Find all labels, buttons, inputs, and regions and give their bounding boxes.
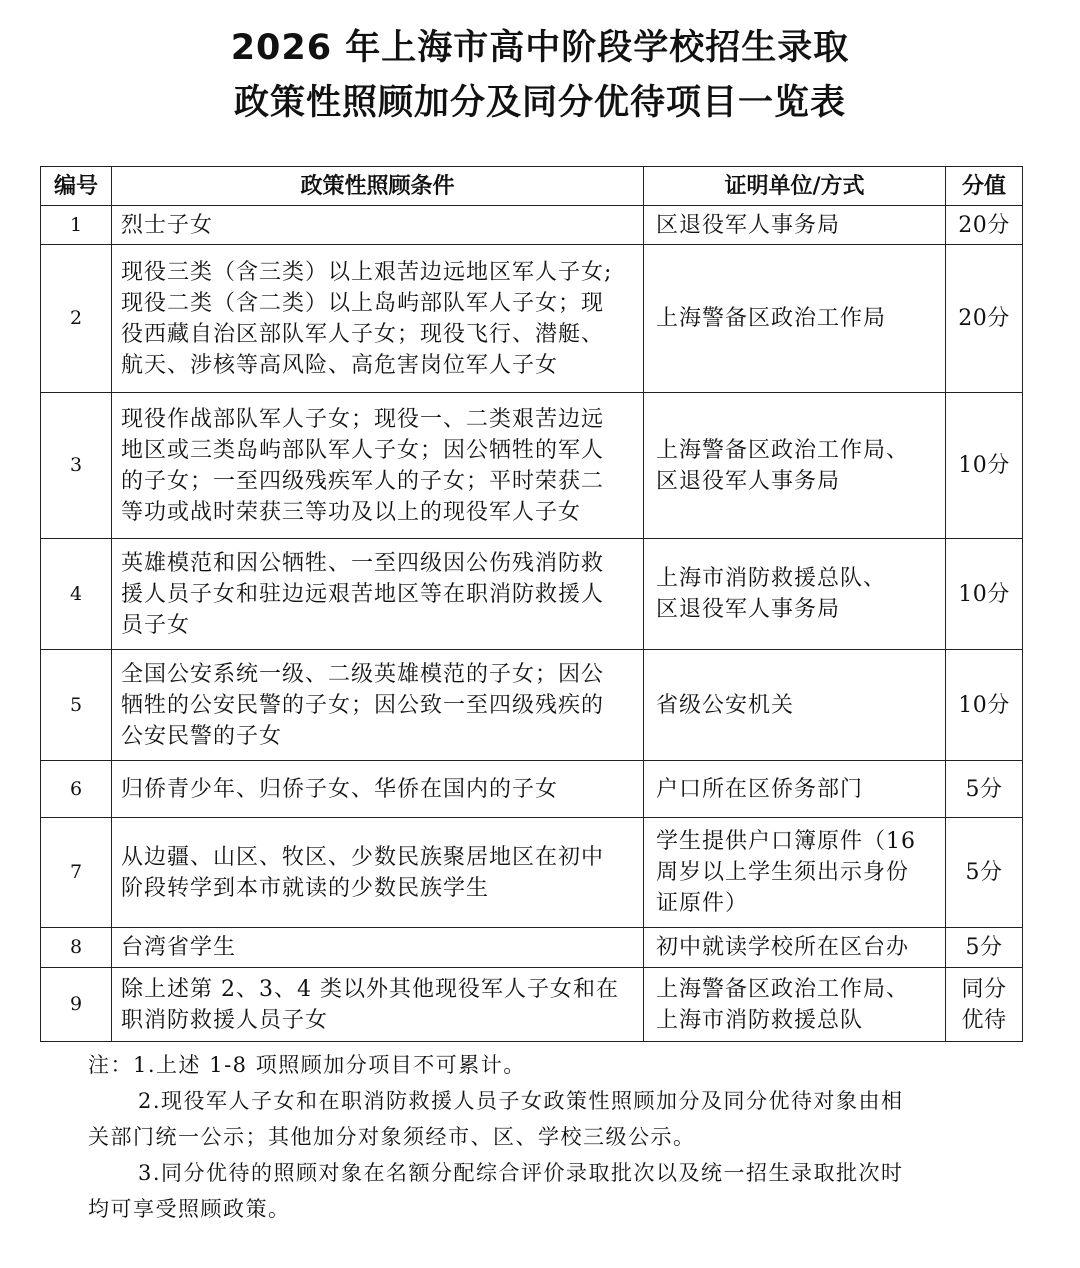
condition-cell-line: 英雄模范和因公牺牲、一至四级因公伤残消防救 [121, 550, 605, 576]
score-cell-line: 10分 [958, 692, 1010, 718]
table-row [41, 928, 1023, 968]
score-cell [946, 206, 1023, 245]
score-cell-line: 优待 [961, 1007, 1007, 1033]
table-row [41, 539, 1023, 650]
row-number: 7 [41, 818, 112, 928]
score-cell [946, 761, 1023, 818]
condition-cell [112, 393, 644, 539]
note-line-2: 2.现役军人子女和在职消防救援人员子女政策性照顾加分及同分优待对象由相 [138, 1089, 904, 1113]
condition-cell-line: 员子女 [121, 612, 191, 638]
row-number: 4 [41, 539, 112, 650]
proof-cell [644, 539, 946, 650]
condition-cell-line: 牺牲的公安民警的子女；因公致一至四级残疾的 [121, 692, 605, 718]
condition-cell-line: 烈士子女 [121, 212, 214, 238]
score-cell-line: 5分 [965, 776, 1003, 802]
proof-cell-line: 上海市消防救援总队、 [656, 566, 887, 591]
score-cell-line: 10分 [958, 581, 1010, 607]
score-cell-line: 10分 [958, 453, 1010, 478]
condition-cell [112, 206, 644, 245]
condition-cell-line: 援人员子女和驻边远艰苦地区等在职消防救援人 [121, 581, 605, 607]
proof-cell-line: 户口所在区侨务部门 [656, 776, 864, 802]
row-number: 3 [41, 393, 112, 539]
condition-cell [112, 650, 644, 761]
policy-table [40, 166, 1023, 1042]
row-number: 5 [41, 650, 112, 761]
row-number: 2 [41, 245, 112, 393]
header-score: 分值 [946, 167, 1023, 206]
header-number: 编号 [41, 167, 112, 206]
document-title-line-2: 政策性照顾加分及同分优待项目一览表 [233, 83, 846, 123]
notes-section [88, 1047, 988, 1227]
proof-cell-line: 区退役军人事务局 [656, 597, 841, 622]
proof-cell-line: 上海市消防救援总队 [656, 1007, 864, 1033]
condition-cell-line: 地区或三类岛屿部队军人子女；因公牺牲的军人 [121, 437, 605, 463]
proof-cell [644, 818, 946, 928]
score-cell-line: 20分 [958, 306, 1010, 331]
table-row [41, 818, 1023, 928]
condition-cell [112, 928, 644, 968]
note-line-1: 注：1.上述 1-8 项照顾加分项目不可累计。 [88, 1053, 526, 1077]
condition-cell-line: 公安民警的子女 [121, 723, 283, 749]
condition-cell [112, 818, 644, 928]
proof-cell-line: 区退役军人事务局 [656, 468, 841, 494]
condition-cell-line: 职消防救援人员子女 [121, 1007, 329, 1033]
note-line-4: 3.同分优待的照顾对象在名额分配综合评价录取批次以及统一招生录取批次时 [138, 1161, 904, 1185]
proof-cell-line: 上海警备区政治工作局 [656, 306, 887, 331]
row-number: 6 [41, 761, 112, 818]
proof-cell-line: 上海警备区政治工作局、 [656, 976, 910, 1002]
proof-cell-line: 证原件） [656, 891, 749, 916]
condition-cell [112, 245, 644, 393]
document-title-line-1: 2026 年上海市高中阶段学校招生录取 [230, 28, 850, 68]
proof-cell-line: 区退役军人事务局 [656, 212, 841, 238]
condition-cell-line: 全国公安系统一级、二级英雄模范的子女；因公 [121, 661, 605, 687]
condition-cell-line: 台湾省学生 [121, 935, 237, 960]
score-cell [946, 650, 1023, 761]
table-row [41, 393, 1023, 539]
condition-cell-line: 阶段转学到本市就读的少数民族学生 [121, 875, 490, 901]
condition-cell-line: 归侨青少年、归侨子女、华侨在国内的子女 [121, 776, 559, 802]
proof-cell [644, 206, 946, 245]
table-row [41, 206, 1023, 245]
proof-cell [644, 650, 946, 761]
condition-cell-line: 除上述第 2、3、4 类以外其他现役军人子女和在 [121, 976, 619, 1002]
condition-cell [112, 539, 644, 650]
row-number: 8 [41, 928, 112, 968]
proof-cell-line: 学生提供户口簿原件（16 [656, 829, 916, 854]
table-row [41, 650, 1023, 761]
table-row [41, 968, 1023, 1042]
condition-cell-line: 现役三类（含三类）以上艰苦边远地区军人子女; [121, 259, 613, 285]
score-cell-line: 20分 [958, 212, 1010, 238]
condition-cell-line: 航天、涉核等高风险、高危害岗位军人子女 [121, 352, 559, 378]
proof-cell-line: 初中就读学校所在区台办 [656, 935, 910, 960]
score-cell [946, 818, 1023, 928]
proof-cell-line: 上海警备区政治工作局、 [656, 437, 910, 463]
score-cell [946, 968, 1023, 1042]
table-row [41, 761, 1023, 818]
condition-cell-line: 从边疆、山区、牧区、少数民族聚居地区在初中 [121, 844, 605, 870]
condition-cell-line: 现役二类（含二类）以上岛屿部队军人子女；现 [121, 290, 605, 316]
header-condition: 政策性照顾条件 [112, 167, 644, 206]
table-row [41, 245, 1023, 393]
table-body [41, 206, 1023, 1042]
score-cell-line: 5分 [965, 935, 1003, 960]
note-line-3: 关部门统一公示；其他加分对象须经市、区、学校三级公示。 [88, 1125, 696, 1149]
proof-cell [644, 245, 946, 393]
condition-cell-line: 役西藏自治区部队军人子女；现役飞行、潜艇、 [121, 321, 605, 347]
score-cell [946, 245, 1023, 393]
score-cell-line: 同分 [961, 976, 1007, 1002]
note-line-5: 均可享受照顾政策。 [88, 1197, 291, 1221]
row-number: 9 [41, 968, 112, 1042]
score-cell-line: 5分 [965, 860, 1003, 885]
condition-cell-line: 等功或战时荣获三等功及以上的现役军人子女 [121, 499, 582, 525]
row-number: 1 [41, 206, 112, 245]
proof-cell [644, 928, 946, 968]
proof-cell-line: 省级公安机关 [656, 692, 795, 718]
proof-cell [644, 393, 946, 539]
condition-cell-line: 的子女；一至四级残疾军人的子女；平时荣获二 [121, 468, 605, 494]
proof-cell [644, 761, 946, 818]
table-header-row [41, 167, 1023, 206]
condition-cell-line: 现役作战部队军人子女；现役一、二类艰苦边远 [121, 406, 605, 432]
header-proof: 证明单位/方式 [644, 167, 946, 206]
score-cell [946, 928, 1023, 968]
condition-cell [112, 761, 644, 818]
proof-cell-line: 周岁以上学生须出示身份 [656, 860, 910, 885]
condition-cell [112, 968, 644, 1042]
proof-cell [644, 968, 946, 1042]
score-cell [946, 539, 1023, 650]
score-cell [946, 393, 1023, 539]
